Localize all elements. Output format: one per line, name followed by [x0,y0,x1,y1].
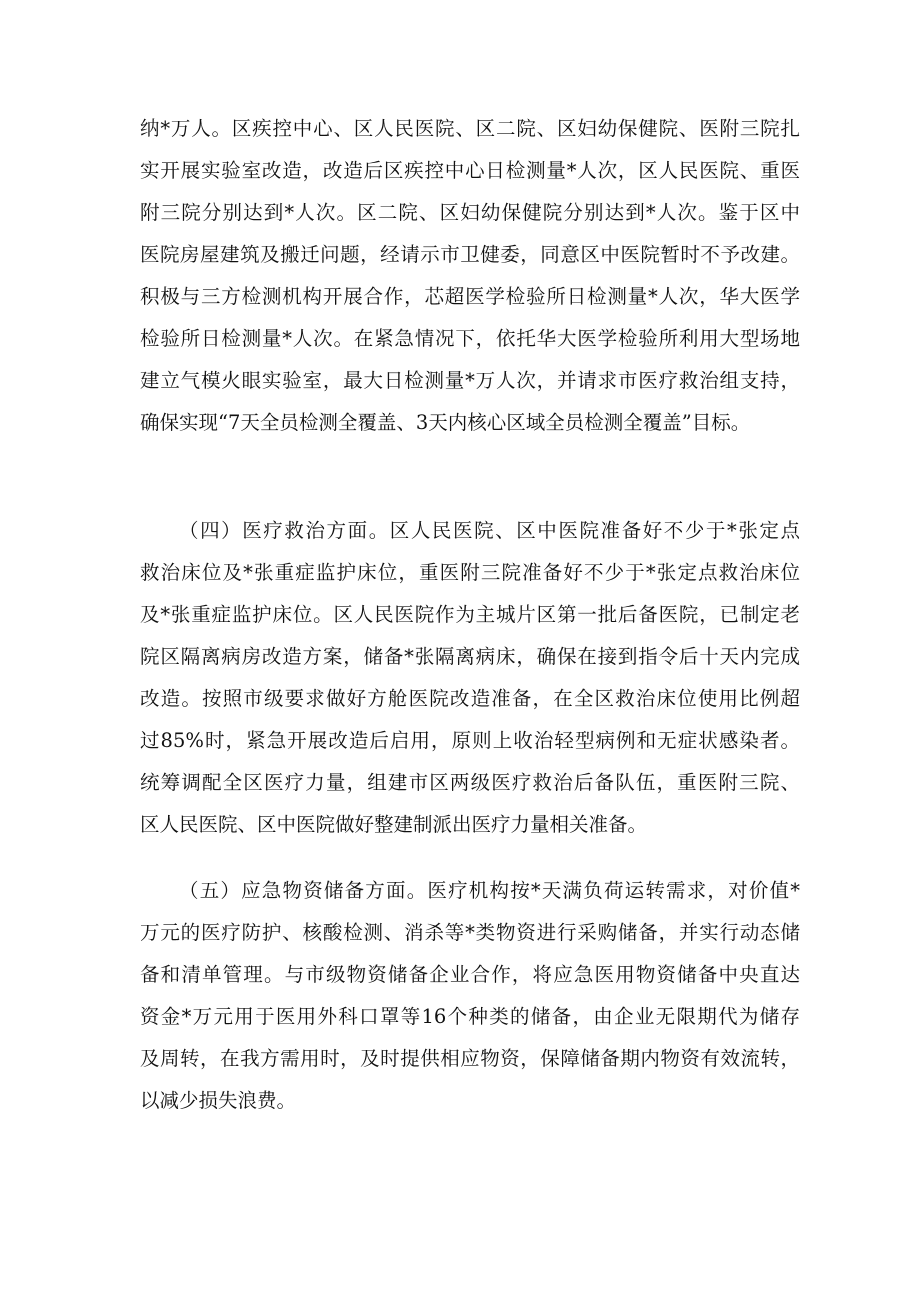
section-heading-line: （四）医疗救治方面。区人民医院、区中医院准备好不少于*张定点 [179,519,800,542]
text-line: 附三院分别达到*人次。区二院、区妇幼保健院分别达到*人次。鉴于区中 [140,201,800,224]
text-line: 过85%时，紧急开展改造后启用，原则上收治轻型病例和无症状感染者。 [140,729,800,752]
text-line: 纳*万人。区疾控中心、区人民医院、区二院、区妇幼保健院、医附三院扎 [140,117,800,140]
text-line: 改造。按照市级要求做好方舱医院改造准备，在全区救治床位使用比例超 [140,687,800,710]
text-line: 备和清单管理。与市级物资储备企业合作，将应急医用物资储备中央直达 [140,963,800,986]
text-line: 资金*万元用于医用外科口罩等16个种类的储备，由企业无限期代为储存 [140,1005,800,1028]
text-line: 实开展实验室改造，改造后区疾控中心日检测量*人次，区人民医院、重医 [140,159,800,182]
text-line: 医院房屋建筑及搬迁问题，经请示市卫健委，同意区中医院暂时不予改建。 [140,243,800,266]
text-line: 万元的医疗防护、核酸检测、消杀等*类物资进行采购储备，并实行动态储 [140,921,800,944]
paragraph-testing-capacity [140,108,800,444]
paragraph-emergency-supplies [140,870,800,1122]
text-line: 检验所日检测量*人次。在紧急情况下，依托华大医学检验所利用大型场地 [140,327,800,350]
section-heading-line: （五）应急物资储备方面。医疗机构按*天满负荷运转需求，对价值* [179,879,800,902]
text-line: 以减少损失浪费。 [140,1089,297,1112]
text-line: 建立气模火眼实验室，最大日检测量*万人次，并请求市医疗救治组支持， [140,369,800,392]
text-line: 确保实现“7天全员检测全覆盖、3天内核心区域全员检测全覆盖”目标。 [140,411,751,434]
text-line: 区人民医院、区中医院做好整建制派出医疗力量相关准备。 [140,813,648,836]
text-line: 院区隔离病房改造方案，储备*张隔离病床，确保在接到指令后十天内完成 [140,645,800,668]
text-line: 积极与三方检测机构开展合作，芯超医学检验所日检测量*人次，华大医学 [140,285,800,308]
text-line: 及周转，在我方需用时，及时提供相应物资，保障储备期内物资有效流转， [140,1047,800,1070]
text-line: 统筹调配全区医疗力量，组建市区两级医疗救治后备队伍，重医附三院、 [140,771,800,794]
text-line: 救治床位及*张重症监护床位，重医附三院准备好不少于*张定点救治床位 [140,561,800,584]
text-line: 及*张重症监护床位。区人民医院作为主城片区第一批后备医院，已制定老 [140,603,800,626]
paragraph-medical-treatment [140,510,800,846]
